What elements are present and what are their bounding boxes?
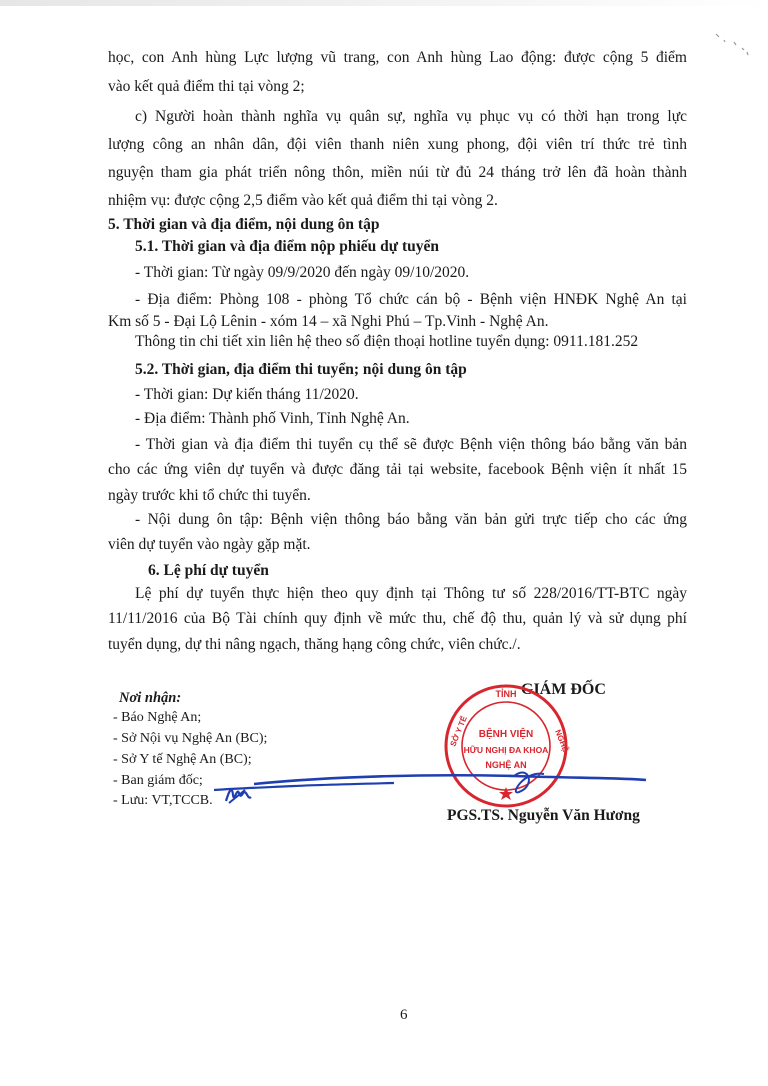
para-c-line-2: lượng công an nhân dân, đội viên thanh niên xung phong, đội viên trí thức trẻ tình	[108, 136, 687, 153]
scan-speck-marks	[712, 28, 752, 58]
stamp-top-text: TỈNH	[495, 689, 517, 699]
section-6-line-2: 11/11/2016 của Bộ Tài chính quy định về mức thu, chế độ thu, quản lý và sử dụng phí	[108, 610, 687, 627]
scan-edge-shading	[0, 0, 768, 6]
section-5-2-notice-line-1: - Thời gian và địa điểm thi tuyển cụ thể sẽ được Bệnh viện thông báo bằng văn bản	[135, 436, 687, 453]
section-6-title: 6. Lệ phí dự tuyển	[148, 562, 269, 579]
signer-name: PGS.TS. Nguyễn Văn Hương	[447, 807, 640, 824]
section-5-2-notice-line-3: ngày trước khi tổ chức thi tuyển.	[108, 487, 311, 504]
section-5-1-title: 5.1. Thời gian và địa điểm nộp phiếu dự tuyển	[135, 238, 440, 255]
stamp-ring-right: NGHỆ	[553, 728, 571, 754]
intro-line-2: vào kết quả điểm thi tại vòng 2;	[108, 78, 305, 95]
recipient-item: - Sở Nội vụ Nghệ An (BC);	[113, 731, 268, 746]
section-5-2-title: 5.2. Thời gian, địa điểm thi tuyển; nội dung ôn tập	[135, 361, 467, 378]
section-5-2-notice-line-2: cho các ứng viên dự tuyển và được đăng tải tại website, facebook Bệnh viện ít nhất 15	[108, 461, 687, 478]
stamp-ring-left: SỞ Y TẾ	[448, 714, 469, 748]
stamp-line-2: HỮU NGHỊ ĐA KHOA	[463, 745, 549, 755]
para-c-line-4: nhiệm vụ: được cộng 2,5 điểm vào kết quả điểm thi tại vòng 2.	[108, 192, 498, 209]
section-6-line-3: tuyển dụng, dự thi nâng ngạch, thăng hạng công chức, viên chức./.	[108, 636, 521, 653]
page-number: 6	[400, 1007, 408, 1023]
intro-line-1: học, con Anh hùng Lực lượng vũ trang, con Anh hùng Lao động: được cộng 5 điểm	[108, 49, 687, 66]
section-5-1-place-line-2: Km số 5 - Đại Lộ Lênin - xóm 14 – xã Nghi Phú – Tp.Vinh - Nghệ An.	[108, 313, 549, 330]
section-5-1-time: - Thời gian: Từ ngày 09/9/2020 đến ngày 09/10/2020.	[135, 264, 470, 281]
recipient-item: - Sở Y tế Nghệ An (BC);	[113, 752, 252, 767]
section-5-2-content-line-2: viên dự tuyển vào ngày gặp mặt.	[108, 536, 311, 553]
signature-title: GIÁM ĐỐC	[521, 681, 606, 698]
section-5-1-place-line-1: - Địa điểm: Phòng 108 - phòng Tổ chức cán bộ - Bệnh viện HNĐK Nghệ An tại	[135, 291, 687, 308]
stamp-line-1: BỆNH VIỆN	[478, 729, 534, 740]
section-5-title: 5. Thời gian và địa điểm, nội dung ôn tập	[108, 216, 380, 233]
recipients-label: Nơi nhận:	[119, 690, 182, 706]
recipient-item: - Báo Nghệ An;	[113, 710, 202, 725]
section-6-line-1: Lệ phí dự tuyển thực hiện theo quy định tại Thông tư số 228/2016/TT-BTC ngày	[135, 585, 687, 602]
recipient-item: - Ban giám đốc;	[113, 773, 203, 788]
stamp-line-3: NGHỆ AN	[485, 760, 527, 770]
para-c-line-3: nguyện tham gia phát triển nông thôn, miền núi từ đủ 24 tháng trở lên đã hoàn thành	[108, 164, 687, 181]
para-c-line-1: c) Người hoàn thành nghĩa vụ quân sự, nghĩa vụ phục vụ có thời hạn trong lực	[135, 108, 687, 125]
section-5-2-time: - Thời gian: Dự kiến tháng 11/2020.	[135, 386, 359, 403]
section-5-1-hotline: Thông tin chi tiết xin liên hệ theo số điện thoại hotline tuyển dụng: 0911.181.252	[135, 333, 639, 350]
section-5-2-place: - Địa điểm: Thành phố Vinh, Tỉnh Nghệ An.	[135, 410, 410, 427]
recipient-item: - Lưu: VT,TCCB.	[113, 793, 213, 808]
section-5-2-content-line-1: - Nội dung ôn tập: Bệnh viện thông báo bằng văn bản gửi trực tiếp cho các ứng	[135, 511, 687, 528]
